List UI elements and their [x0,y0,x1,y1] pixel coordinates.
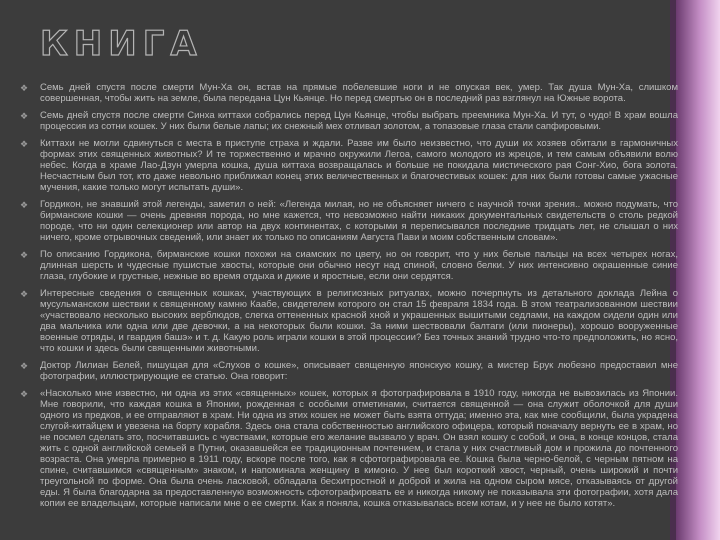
bullet-icon: ❖ [20,361,29,371]
paragraph-text: Семь дней спустя после смерти Мун-Ха он, встав на прямые побелевшие ноги и не опуская век, умер. Так душа Мун-Ха, слишком совершенная, чтобы жить на земле, была передана Цун Кьянце. Но перед смертью он в последний раз взглянул на Южные ворота. [40,82,678,104]
paragraph-text: «Насколько мне известно, ни одна из этих «священных» кошек, которых я фотографировала в 1910 году, никогда не вывозилась из Японии. Мне говорили, что каждая кошка в Японии, рожденная с особыми отметинами, считается священной — она служит оболочкой для души одного из предков, и ее отправляют в храм. Ни одна из этих кошек не может быть взята оттуда; именно эта, как мне сообщили, была украдена слугой-китайцем и увезена на борту корабля. Здесь она стала собственностью английского офицера, который поначалу вернуть ее в храм, но не посмел сделать это, посчитавшись с чувствами, которые его желание вызвало у врач. Он взял кошку с собой, и она, в конце концов, стала жить с одной английской семьей в Путни, оказавшейся ее традиционным почтением, и стала у них счастливый дом и прожила до почтенного возраста. Она умерла примерно в 1911 году, вскоре после того, как я сфотографировала ее. Кошка была черно-белой, с черным пятном на спине, считавшимся «священным» знаком, и напоминала женщину в кимоно. У нее был короткий хвост, черный, очень широкий и почти треугольной по форме. Она была очень ласковой, обладала бесхитростной и доброй и жила на одном сыром мясе, отказываясь от другой еды. Я была благодарна за предоставленную возможность сфотографировать ее и никогда никому не показывала эти фотографии, хотя дала копии ее владельцам, которые написали мне о ее смерти. Как я поняла, кошка отказывалась всем котам, и у нее не было котят». [40,388,678,509]
list-item [18,249,678,282]
slide-title: КНИГА [40,24,203,64]
list-item [18,388,678,509]
list-item [18,199,678,243]
list-item [18,110,678,132]
bullet-icon: ❖ [20,289,29,299]
list-item [18,82,678,104]
bullet-icon: ❖ [20,389,29,399]
bullet-icon: ❖ [20,250,29,260]
list-item [18,138,678,193]
paragraph-text: Доктор Лилиан Белей, пишущая для «Слухов о кошке», описывает священную японскую кошку, а мистер Брук любезно предоставил мне фотографии, иллюстрирующие ее статью. Она говорит: [40,360,678,382]
paragraph-text: Интересные сведения о священных кошках, участвующих в религиозных ритуалах, можно почерпнуть из детального доклада Лейна о мусульманском шествии к священному камню Каабе, свидетелем которого он стал 15 февраля 1834 года. В этом театрализованном шествии «участвовало несколько высоких верблюдов, слегка оттененных красной хной и украшенных вышитыми седлами, на каждом сидели один или два мальчика или одна или две девочки, а на некоторых были кошки. За ними шествовали балтаги (или пионеры), хорошо вооруженные военные отряды, и гвардия башэ» и т. д. Какую роль играли кошки в этой процессии? Без точных знаний трудно что-то предположить, но ясно, что кошки и здесь были священными животными. [40,288,678,354]
paragraph-text: Семь дней спустя после смерти Синха киттахи собрались перед Цун Кьянце, чтобы выбрать преемника Мун-Ха. И тут, о чудо! В храм вошла процессия из сотни кошек. У них были белые лапы; их снежный мех отливал золотом, а топазовые глаза стали сапфировыми. [40,110,678,132]
paragraph-text: Гордикон, не знавший этой легенды, заметил о ней: «Легенда милая, но не объясняет ничего с научной точки зрения.. можно подумать, что бирманские кошки — очень древняя порода, но мне кажется, что невозможно найти никаких документальных свидетельств о столь редкой породе, что ни один селекционер или автор на двух континентах, с которыми я переписывался последние тридцать лет, не слышал о них ничего, кроме отрывочных сведений, или знает их только по описаниям Августа Пави и моим собственным словам». [40,199,678,243]
bullet-list [18,82,678,515]
list-item [18,360,678,382]
accent-band [676,0,720,540]
bullet-icon: ❖ [20,83,29,93]
list-item [18,288,678,354]
bullet-icon: ❖ [20,139,29,149]
bullet-icon: ❖ [20,111,29,121]
bullet-icon: ❖ [20,200,29,210]
paragraph-text: По описанию Гордикона, бирманские кошки похожи на сиамских по цвету, но он говорит, что у них белые пальцы на всех четырех ногах, длинная шерсть и чудесные пушистые хвосты, которые они обычно несут над спиной, словно белки. У них интенсивно окрашенные синие глаза, глубокие и грустные, нежные во время отдыха и дикие и яростные, если они сердятся. [40,249,678,282]
paragraph-text: Киттахи не могли сдвинуться с места в приступе страха и ждали. Разве им было неизвестно, что души их хозяев обитали в гармоничных формах этих священных животных? И те торжественно и мрачно окружили Легоа, самого молодого из жрецов, и тем самым объявили волю небес. Когда в храме Лао-Дзун умерла кошка, душа киттаха возвращалась и больше не покидала мистического рая Сонг-Хио, бога золота. Несчастным был тот, кто даже невольно приближал конец этих величественных и благочестивых кошек: для них были готовы самые ужасные мучения, какие только могут испытать души». [40,138,678,193]
